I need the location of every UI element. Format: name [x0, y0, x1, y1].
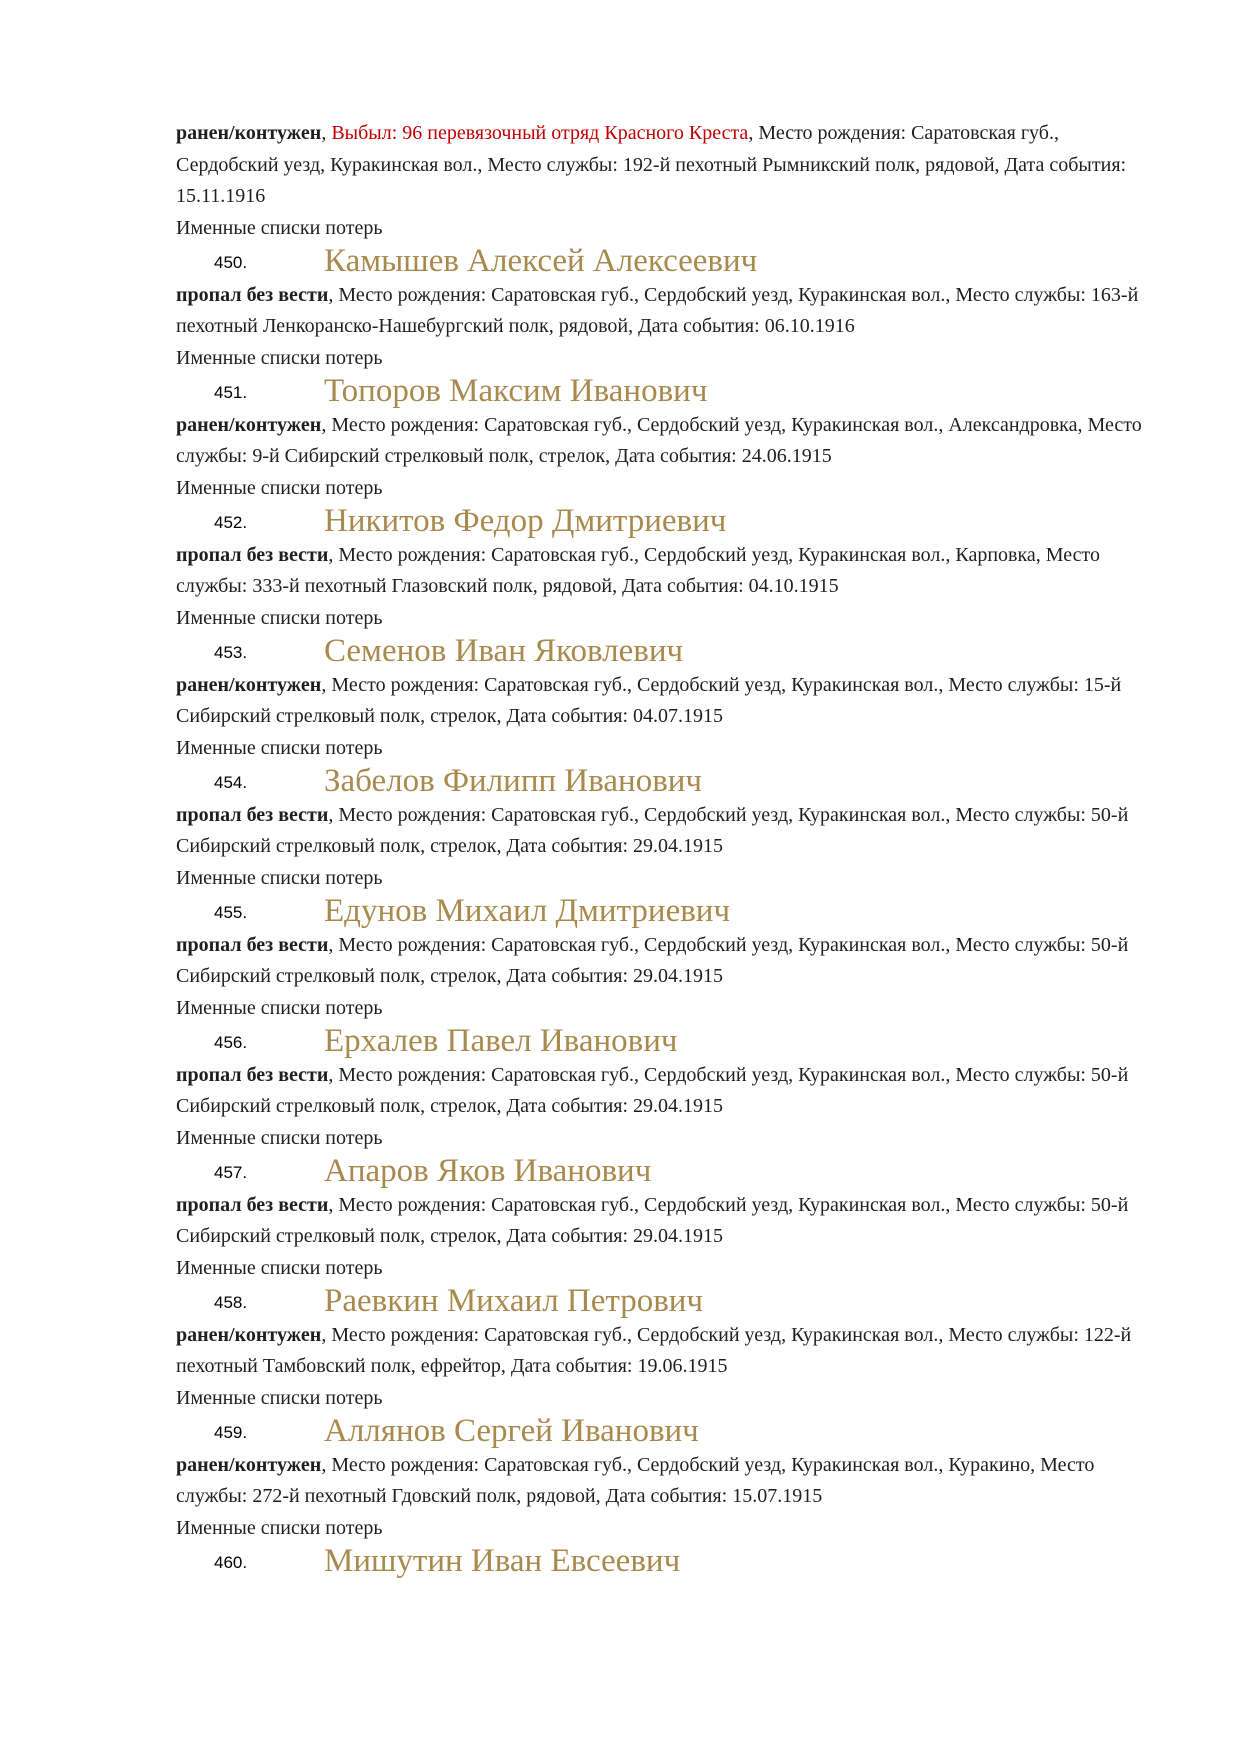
entry-number: 454. — [214, 772, 248, 792]
entry-status: пропал без вести — [176, 543, 329, 566]
entry-name: Никитов Федор Дмитриевич — [324, 502, 727, 539]
entry-number: 458. — [214, 1292, 248, 1312]
entry-name: Едунов Михаил Дмитриевич — [324, 892, 731, 929]
entry-name: Семенов Иван Яковлевич — [324, 632, 684, 669]
entry-list — [176, 243, 1146, 1580]
entry-status: пропал без вести — [176, 283, 329, 306]
entry-heading — [176, 1023, 1146, 1060]
entry-number: 459. — [214, 1422, 248, 1442]
entry-status: пропал без вести — [176, 1063, 329, 1086]
entry-details — [176, 410, 1146, 473]
separator: , — [321, 122, 332, 144]
entry-details — [176, 1190, 1146, 1253]
entry-source: Именные списки потерь — [176, 476, 383, 499]
entry-name: Мишутин Иван Евсеевич — [324, 1542, 681, 1579]
entry-status: пропал без вести — [176, 1193, 329, 1216]
retired-note: Выбыл: 96 перевязочный отряд Красного Креста — [331, 122, 749, 144]
entry-number: 451. — [214, 382, 248, 402]
entry-source: Именные списки потерь — [176, 1126, 383, 1149]
entry-heading — [176, 243, 1146, 280]
entry-status: ранен/контужен — [176, 1453, 322, 1476]
entry-details-text: , Место рождения: Саратовская губ., Сердобский уезд, Куракинская вол., Куракино, Место службы: 272-й пехотный Гдовский полк, рядовой, Дата события: 15.07.1915 — [176, 1453, 1095, 1507]
entry-details — [176, 280, 1146, 343]
entry-source: Именные списки потерь — [176, 866, 383, 889]
entry-source: Именные списки потерь — [176, 1256, 383, 1279]
entry-heading — [176, 373, 1146, 410]
entry-details — [176, 540, 1146, 603]
entry-details-text: , Место рождения: Саратовская губ., Сердобский уезд, Куракинская вол., Карповка, Место службы: 333-й пехотный Глазовский полк, рядовой, Дата события: 04.10.1915 — [176, 543, 1101, 597]
document-content — [176, 118, 1146, 1580]
entry-number: 460. — [214, 1552, 248, 1572]
entry-details-text: , Место рождения: Саратовская губ., Сердобский уезд, Куракинская вол., Место службы: 163-й пехотный Ленкоранско-Нашебургский полк, рядовой, Дата события: 06.10.1916 — [176, 283, 1139, 337]
entry-details-text: , Место рождения: Саратовская губ., Сердобский уезд, Куракинская вол., Место службы: 15-й Сибирский стрелковый полк, стрелок, Дата события: 04.07.1915 — [176, 673, 1122, 727]
entry-source: Именные списки потерь — [176, 346, 383, 369]
entry-details — [176, 800, 1146, 863]
entry-number: 456. — [214, 1032, 248, 1052]
entry-details — [176, 118, 1146, 213]
entry-name: Аллянов Сергей Иванович — [324, 1412, 699, 1449]
entry-name: Апаров Яков Иванович — [324, 1152, 652, 1189]
entry-heading — [176, 1543, 1146, 1580]
entry-details-text: , Место рождения: Саратовская губ., Сердобский уезд, Куракинская вол., Александровка, Место службы: 9-й Сибирский стрелковый полк, стрелок, Дата события: 24.06.1915 — [176, 413, 1142, 467]
entry-source: Именные списки потерь — [176, 736, 383, 759]
entry-source: Именные списки потерь — [176, 216, 383, 239]
entry-heading — [176, 763, 1146, 800]
entry-details — [176, 1060, 1146, 1123]
entry-source: Именные списки потерь — [176, 996, 383, 1019]
entry-status: ранен/контужен — [176, 1323, 322, 1346]
entry-number: 455. — [214, 902, 248, 922]
entry-source: Именные списки потерь — [176, 1516, 383, 1539]
entry-name: Забелов Филипп Иванович — [324, 762, 703, 799]
entry-heading — [176, 1283, 1146, 1320]
entry-heading — [176, 633, 1146, 670]
entry-number: 452. — [214, 512, 248, 532]
entry-number: 450. — [214, 252, 248, 272]
entry-details-text: , Место рождения: Саратовская губ., Сердобский уезд, Куракинская вол., Место службы: 122-й пехотный Тамбовский полк, ефрейтор, Дата события: 19.06.1915 — [176, 1323, 1132, 1377]
entry-heading — [176, 1413, 1146, 1450]
entry-heading — [176, 503, 1146, 540]
entry-name: Топоров Максим Иванович — [324, 372, 708, 409]
entry-status: ранен/контужен — [176, 673, 322, 696]
entry-source: Именные списки потерь — [176, 606, 383, 629]
entry-details — [176, 1320, 1146, 1383]
entry-number: 457. — [214, 1162, 248, 1182]
entry-status: пропал без вести — [176, 933, 329, 956]
entry-details-text: , Место рождения: Саратовская губ., Сердобский уезд, Куракинская вол., Место службы: 50-й Сибирский стрелковый полк, стрелок, Дата события: 29.04.1915 — [176, 803, 1129, 857]
entry-name: Раевкин Михаил Петрович — [324, 1282, 704, 1319]
entry-heading — [176, 893, 1146, 930]
entry-details-text: , Место рождения: Саратовская губ., Сердобский уезд, Куракинская вол., Место службы: 50-й Сибирский стрелковый полк, стрелок, Дата события: 29.04.1915 — [176, 933, 1129, 987]
entry-details-text: , Место рождения: Саратовская губ., Сердобский уезд, Куракинская вол., Место службы: 50-й Сибирский стрелковый полк, стрелок, Дата события: 29.04.1915 — [176, 1063, 1129, 1117]
entry-details-text: , Место рождения: Саратовская губ., Сердобский уезд, Куракинская вол., Место службы: 192-й пехотный Рымникский полк, рядовой, Дата события: 15.11.1916 — [176, 122, 1127, 207]
entry-status: ранен/контужен — [176, 413, 322, 436]
entry-heading — [176, 1153, 1146, 1190]
entry-details — [176, 930, 1146, 993]
entry-name: Камышев Алексей Алексеевич — [324, 242, 758, 279]
entry-number: 453. — [214, 642, 248, 662]
entry-name: Ерхалев Павел Иванович — [324, 1022, 678, 1059]
entry-details — [176, 1450, 1146, 1513]
entry-details — [176, 670, 1146, 733]
entry-status: ранен/контужен — [176, 122, 322, 144]
entry-details-text: , Место рождения: Саратовская губ., Сердобский уезд, Куракинская вол., Место службы: 50-й Сибирский стрелковый полк, стрелок, Дата события: 29.04.1915 — [176, 1193, 1129, 1247]
entry-status: пропал без вести — [176, 803, 329, 826]
entry-source: Именные списки потерь — [176, 1386, 383, 1409]
